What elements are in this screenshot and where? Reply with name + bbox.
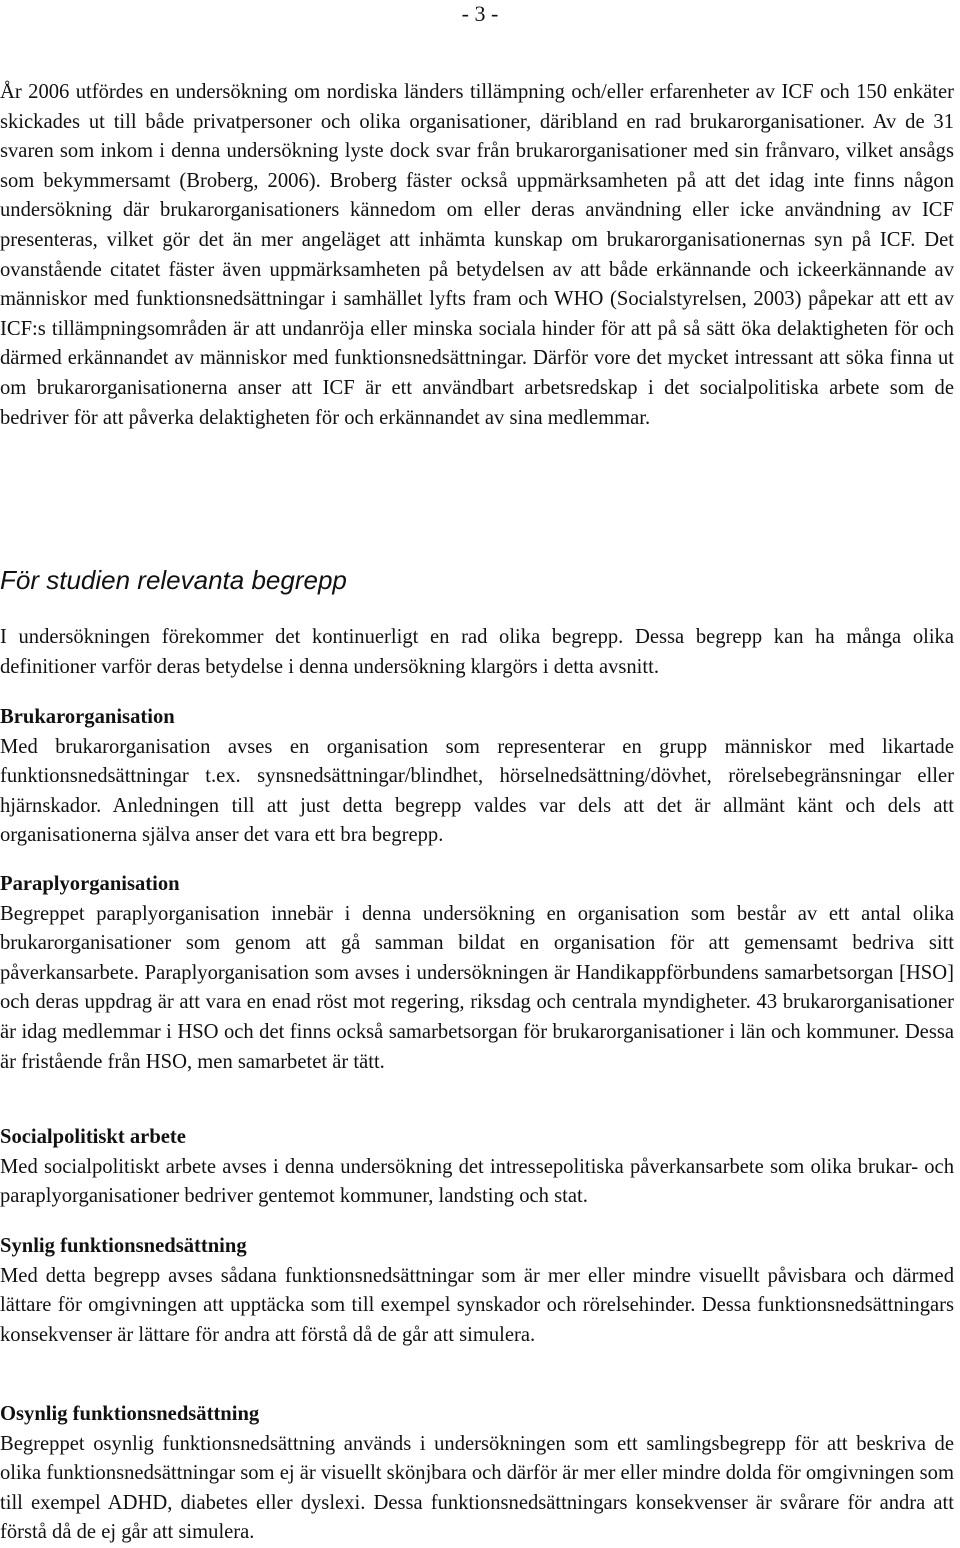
term-definition: Begreppet osynlig funktionsnedsättning används i undersökningen som ett samlingsbegrepp för att beskriva de olika funktionsnedsättningar som ej är visuellt skönjbara och därför är mer eller mindre dolda för omgivningen som till exempel ADHD, diabetes eller dyslexi. Dessa funktionsnedsättningars konsekvenser är svårare för andra att förstå då de ej går att simulera. [0,1432,954,1544]
term-title: Osynlig funktionsnedsättning [0,1403,260,1425]
term-brukarorganisation [0,703,954,851]
term-definition: Med socialpolitiskt arbete avses i denna undersökning det intressepolitiska påverkansarbete som olika brukar- och paraplyorganisationer bedriver gentemot kommuner, landsting och stat. [0,1155,954,1208]
term-title: Socialpolitiskt arbete [0,1126,186,1148]
term-osynlig-funktionsnedsattning [0,1400,954,1548]
term-paraplyorganisation [0,870,954,1077]
term-title: Brukarorganisation [0,706,175,728]
page-number: - 3 - [461,1,499,26]
section-heading: För studien relevanta begrepp [0,565,347,595]
term-title: Paraplyorganisation [0,873,180,895]
term-definition: Med brukarorganisation avses en organisation som representerar en grupp människor med likartade funktionsnedsättningar t.ex. synsnedsättningar/blindhet, hörselnedsättning/dövhet, rörelsebegränsningar eller hjärnskador. Anledningen till att just detta begrepp valdes var dels att det är allmänt känt och dels att organisationerna själva anser det vara ett bra begrepp. [0,735,954,847]
term-definition: Med detta begrepp avses sådana funktionsnedsättningar som är mer eller mindre visuellt påvisbara och därmed lättare för omgivningen att upptäcka som till exempel synskador och rörelsehinder. Dessa funktionsnedsättningars konsekvenser är lättare för andra att förstå då de går att simulera. [0,1264,954,1346]
term-socialpolitiskt-arbete [0,1123,954,1212]
term-title: Synlig funktionsnedsättning [0,1235,247,1257]
intro-paragraph: År 2006 utfördes en undersökning om nordiska länders tillämpning och/eller erfarenheter av ICF och 150 enkäter skickades ut till både privatpersoner och olika organisationer, däribland en rad brukarorganisationer. Av de 31 svaren som inkom i denna undersökning lyste dock svar från brukarorganisationer med sin frånvaro, vilket ansågs som bekymmersamt (Broberg, 2006). Broberg fäster också uppmärksamheten på att det idag inte finns någon undersökning där brukarorganisationers kännedom om eller deras användning eller icke användning av ICF presenteras, vilket gör det än mer angeläget att inhämta kunskap om brukarorganisationernas syn på ICF. Det ovanstående citatet fäster även uppmärksamheten på betydelsen av att både erkännande och ickeerkännande av människor med funktionsnedsättningar i samhället lyfts fram och WHO (Socialstyrelsen, 2003) påpekar att ett av ICF:s tillämpningsområden är att undanröja eller minska sociala hinder för att på så sätt öka delaktigheten för och därmed erkännandet av människor med funktionsnedsättningar. Därför vore det mycket intressant att söka finna ut om brukarorganisationerna anser att ICF är ett användbart arbetsredskap i det socialpolitiska arbete som de bedriver för att påverka delaktigheten för och erkännandet av sina medlemmar. [0,81,954,429]
section-intro-paragraph: I undersökningen förekommer det kontinuerligt en rad olika begrepp. Dessa begrepp kan ha många olika definitioner varför deras betydelse i denna undersökning klargörs i detta avsnitt. [0,626,954,678]
term-definition: Begreppet paraplyorganisation innebär i denna undersökning en organisation som består av ett antal olika brukarorganisationer som genom att gå samman bildat en organisation för att gemensamt bedriva sitt påverkansarbete. Paraplyorganisation som avses i undersökningen är Handikappförbundens samarbetsorgan [HSO] och deras uppdrag är att vara en enad röst mot regering, riksdag och centrala myndigheter. 43 brukarorganisationer är idag medlemmar i HSO och det finns också samarbetsorgan för brukarorganisationer i län och kommuner. Dessa är fristående från HSO, men samarbetet är tätt. [0,902,954,1073]
term-synlig-funktionsnedsattning [0,1232,954,1350]
